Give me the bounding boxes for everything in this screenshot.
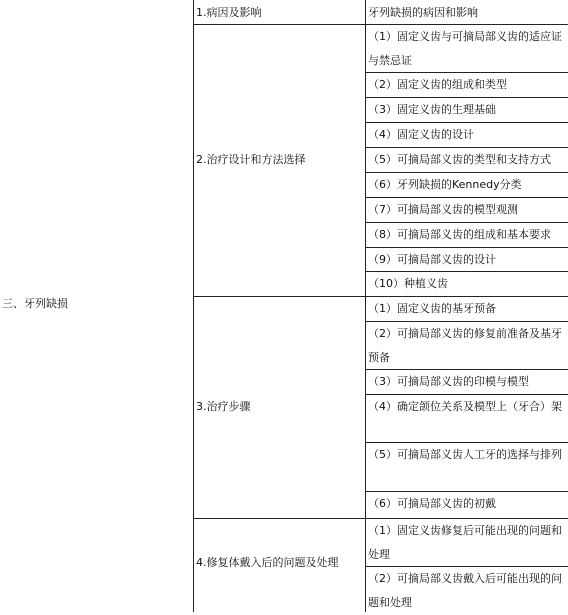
topic-label: 4.修复体戴入后的问题及处理: [196, 556, 339, 569]
content-cell: （6）可摘局部义齿的初戴: [368, 497, 496, 510]
content-cell: （4）固定义齿的设计: [368, 128, 474, 141]
content-cell: （2）固定义齿的组成和类型: [368, 78, 507, 91]
content-cell: （2）可摘局部义齿的修复前准备及基牙预备: [368, 327, 562, 364]
content-cell: （3）可摘局部义齿的印模与模型: [368, 375, 529, 388]
content-cell: （5）可摘局部义齿人工牙的选择与排列: [368, 448, 562, 461]
topic-label: 1.病因及影响: [196, 6, 262, 19]
section-title: 三、牙列缺损: [2, 297, 68, 310]
content-cell: （5）可摘局部义齿的类型和支持方式: [368, 153, 551, 166]
content-cell: （1）固定义齿修复后可能出现的问题和处理: [368, 524, 562, 561]
content-cell: （4）确定颌位关系及模型上（牙合）架: [368, 400, 562, 413]
content-cell: （2）可摘局部义齿戴入后可能出现的问题和处理: [368, 572, 562, 609]
grid-line: [365, 0, 366, 612]
content-cell: （8）可摘局部义齿的组成和基本要求: [368, 228, 551, 241]
content-cell: 牙列缺损的病因和影响: [368, 6, 478, 19]
content-cell: （7）可摘局部义齿的模型观测: [368, 203, 518, 216]
topic-label: 2.治疗设计和方法选择: [196, 153, 306, 166]
content-cell: （9）可摘局部义齿的设计: [368, 253, 496, 266]
content-cell: （3）固定义齿的生理基础: [368, 103, 496, 116]
content-cell: （6）牙列缺损的Kennedy分类: [368, 178, 522, 191]
topic-label: 3.治疗步骤: [196, 400, 251, 413]
content-cell: （1）固定义齿的基牙预备: [368, 302, 496, 315]
content-cell: （1）固定义齿与可摘局部义齿的适应证与禁忌证: [368, 30, 562, 67]
content-cell: （10）种植义齿: [368, 277, 448, 290]
grid-line: [193, 0, 194, 612]
